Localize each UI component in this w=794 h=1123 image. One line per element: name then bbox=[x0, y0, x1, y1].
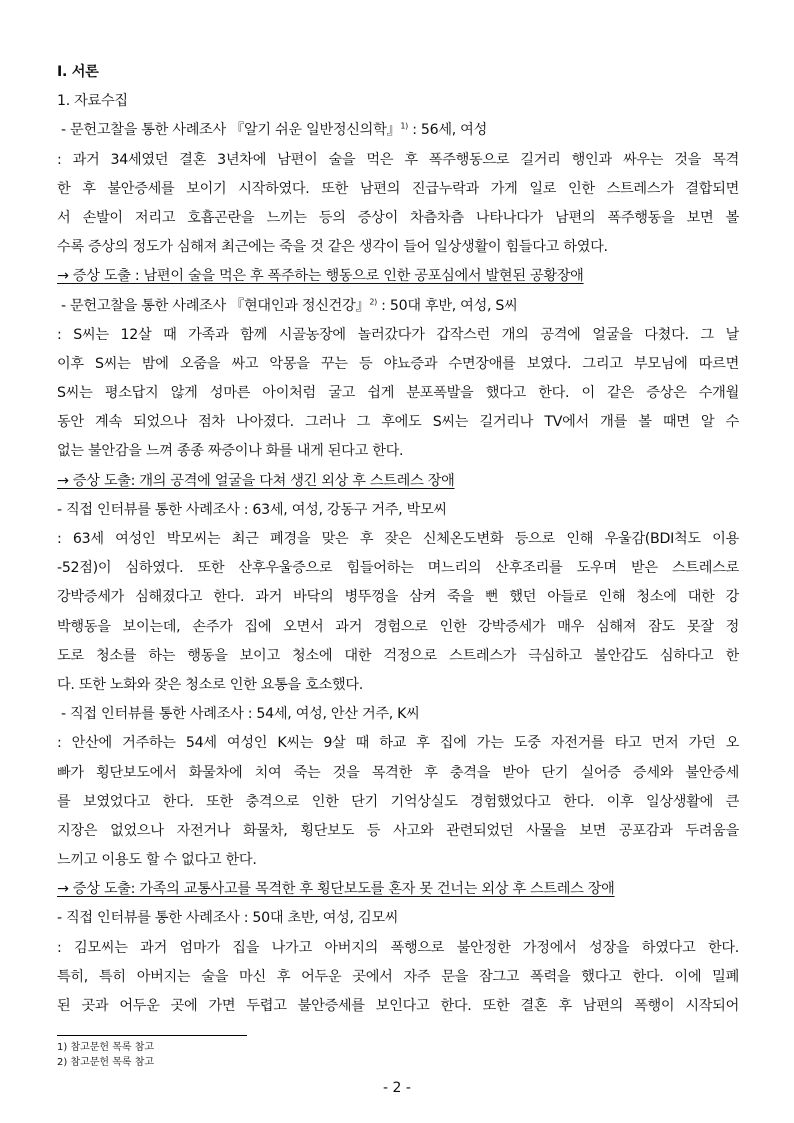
paragraph-line: 빠가 횡단보도에서 화물차에 치여 죽는 것을 목격한 후 충격을 받아 단기 실어증 증세와 불안증세 bbox=[57, 764, 739, 781]
paragraph-line: 느끼고 이용도 할 수 없다고 한다. bbox=[57, 852, 257, 869]
paragraph-line: 수록 증상의 정도가 심해져 최근에는 죽을 것 같은 생각이 들어 일상생활이 힘들다고 하였다. bbox=[57, 239, 608, 256]
case-2-title: - 문헌고찰을 통한 사례조사 『현대인과 정신건강』$^{2)}$ : 50대 후반, 여성, S씨 bbox=[61, 296, 518, 314]
paragraph-line: : 안산에 거주하는 54세 여성인 K씨는 9살 때 하교 후 집에 가는 도중 자전거를 타고 먼저 가던 오 bbox=[57, 735, 739, 752]
document-body bbox=[57, 58, 739, 1021]
paragraph-line: : 과거 34세였던 결혼 3년차에 남편이 술을 먹은 후 폭주행동으로 길거리 행인과 싸우는 것을 목격 bbox=[57, 151, 739, 168]
paragraph-line: : 63세 여성인 박모씨는 최근 폐경을 맞은 후 잦은 신체온도변화 등으로 인해 우울감(BDI척도 이용 bbox=[57, 531, 739, 547]
symptom-derivation-1: → 증상 도출 : 남편이 술을 먹은 후 폭주하는 행동으로 인한 공포심에서 발현된 공황장애 bbox=[57, 268, 584, 285]
page-number: - 2 - bbox=[383, 1080, 411, 1096]
paragraph-line: 동안 계속 되었으나 점차 나아졌다. 그러나 그 후에도 S씨는 길거리나 TV에서 개를 볼 때면 알 수 bbox=[57, 414, 739, 431]
paragraph-line: 없는 불안감을 느껴 종종 짜증이나 화를 내게 된다고 한다. bbox=[57, 443, 404, 460]
case-1-title: - 문헌고찰을 통한 사례조사 『알기 쉬운 일반정신의학』$^{1)}$ : 56세, 여성 bbox=[61, 121, 487, 139]
footnote-ref-2[interactable]: 2) bbox=[369, 296, 377, 306]
paragraph-line: 된 곳과 어두운 곳에 가면 두렵고 불안증세를 보인다고 한다. 또한 결혼 후 남편의 폭행이 시작되어 bbox=[57, 998, 739, 1014]
footnote-2: 2) 참고문헌 목록 참고 bbox=[57, 1057, 155, 1068]
case-5-title: - 직접 인터뷰를 통한 사례조사 : 50대 초반, 여성, 김모씨 bbox=[57, 910, 399, 927]
subsection-heading: 1. 자료수집 bbox=[57, 93, 128, 110]
case-3-title: - 직접 인터뷰를 통한 사례조사 : 63세, 여성, 강동구 거주, 박모씨 bbox=[57, 501, 447, 518]
section-heading: I. 서론 bbox=[57, 64, 99, 80]
footnote-divider bbox=[57, 1035, 247, 1036]
paragraph-line: 를 보였었다고 한다. 또한 충격으로 인한 단기 기억상실도 경험했었다고 한다. 이후 일상생활에 큰 bbox=[57, 793, 739, 810]
footnote-ref-1[interactable]: 1) bbox=[400, 121, 408, 131]
paragraph-line: 한 후 불안증세를 보이기 시작하였다. 또한 남편의 진급누락과 가게 일로 인한 스트레스가 결합되면 bbox=[57, 180, 739, 197]
paragraph-line: 특히, 특히 아버지는 술을 마신 후 어두운 곳에서 자주 문을 잠그고 폭력을 했다고 한다. 이에 밀폐 bbox=[57, 968, 739, 985]
paragraph-line: 다. 또한 노화와 잦은 청소로 인한 요통을 호소했다. bbox=[57, 676, 363, 693]
paragraph-line: S씨는 평소답지 않게 성마른 아이처럼 굴고 쉽게 분포폭발을 했다고 한다. 이 같은 증상은 수개월 bbox=[57, 385, 739, 402]
case-4-title: - 직접 인터뷰를 통한 사례조사 : 54세, 여성, 안산 거주, K씨 bbox=[61, 706, 420, 723]
paragraph-line: : 김모씨는 과거 엄마가 집을 나가고 아버지의 폭행으로 불안정한 가정에서 성장을 하였다고 한다. bbox=[57, 939, 739, 956]
paragraph-line: 이후 S씨는 밤에 오줌을 싸고 악몽을 꾸는 등 야뇨증과 수면장애를 보였다. 그리고 부모님에 따르면 bbox=[57, 355, 739, 372]
paragraph-line: 도로 청소를 하는 행동을 보이고 청소에 대한 걱정으로 스트레스가 극심하고 불안감도 심하다고 한 bbox=[57, 647, 739, 664]
paragraph-line: 박행동을 보이는데, 손주가 집에 오면서 과거 경험으로 인한 강박증세가 매우 심해져 잠도 못잘 정 bbox=[57, 618, 739, 635]
paragraph-line: 지장은 없었으나 자전거나 화물차, 횡단보도 등 사고와 관련되었던 사물을 보면 공포감과 두려움을 bbox=[57, 822, 739, 839]
footnotes bbox=[57, 1040, 154, 1070]
symptom-derivation-2: → 증상 도출: 개의 공격에 얼굴을 다쳐 생긴 외상 후 스트레스 장애 bbox=[57, 472, 455, 489]
paragraph-line: 강박증세가 심해졌다고 한다. 과거 바닥의 병뚜껑을 삼켜 죽을 뻔 했던 아들로 인해 청소에 대한 강 bbox=[57, 589, 739, 606]
footnote-1: 1) 참고문헌 목록 참고 bbox=[57, 1042, 155, 1053]
paragraph-line: -52점)이 심하였다. 또한 산후우울증으로 힘들어하는 며느리의 산후조리를 도우며 받은 스트레스로 bbox=[57, 560, 739, 577]
symptom-derivation-3: → 증상 도출: 가족의 교통사고를 목격한 후 횡단보도를 혼자 못 건너는 외상 후 스트레스 장애 bbox=[57, 881, 615, 898]
paragraph-line: : S씨는 12살 때 가족과 함께 시골농장에 놀러갔다가 갑작스런 개의 공격에 얼굴을 다쳤다. 그 날 bbox=[57, 326, 739, 343]
paragraph-line: 서 손발이 저리고 호흡곤란을 느끼는 등의 증상이 차츰차츰 나타나다가 남편의 폭주행동을 보면 볼 bbox=[57, 209, 739, 226]
